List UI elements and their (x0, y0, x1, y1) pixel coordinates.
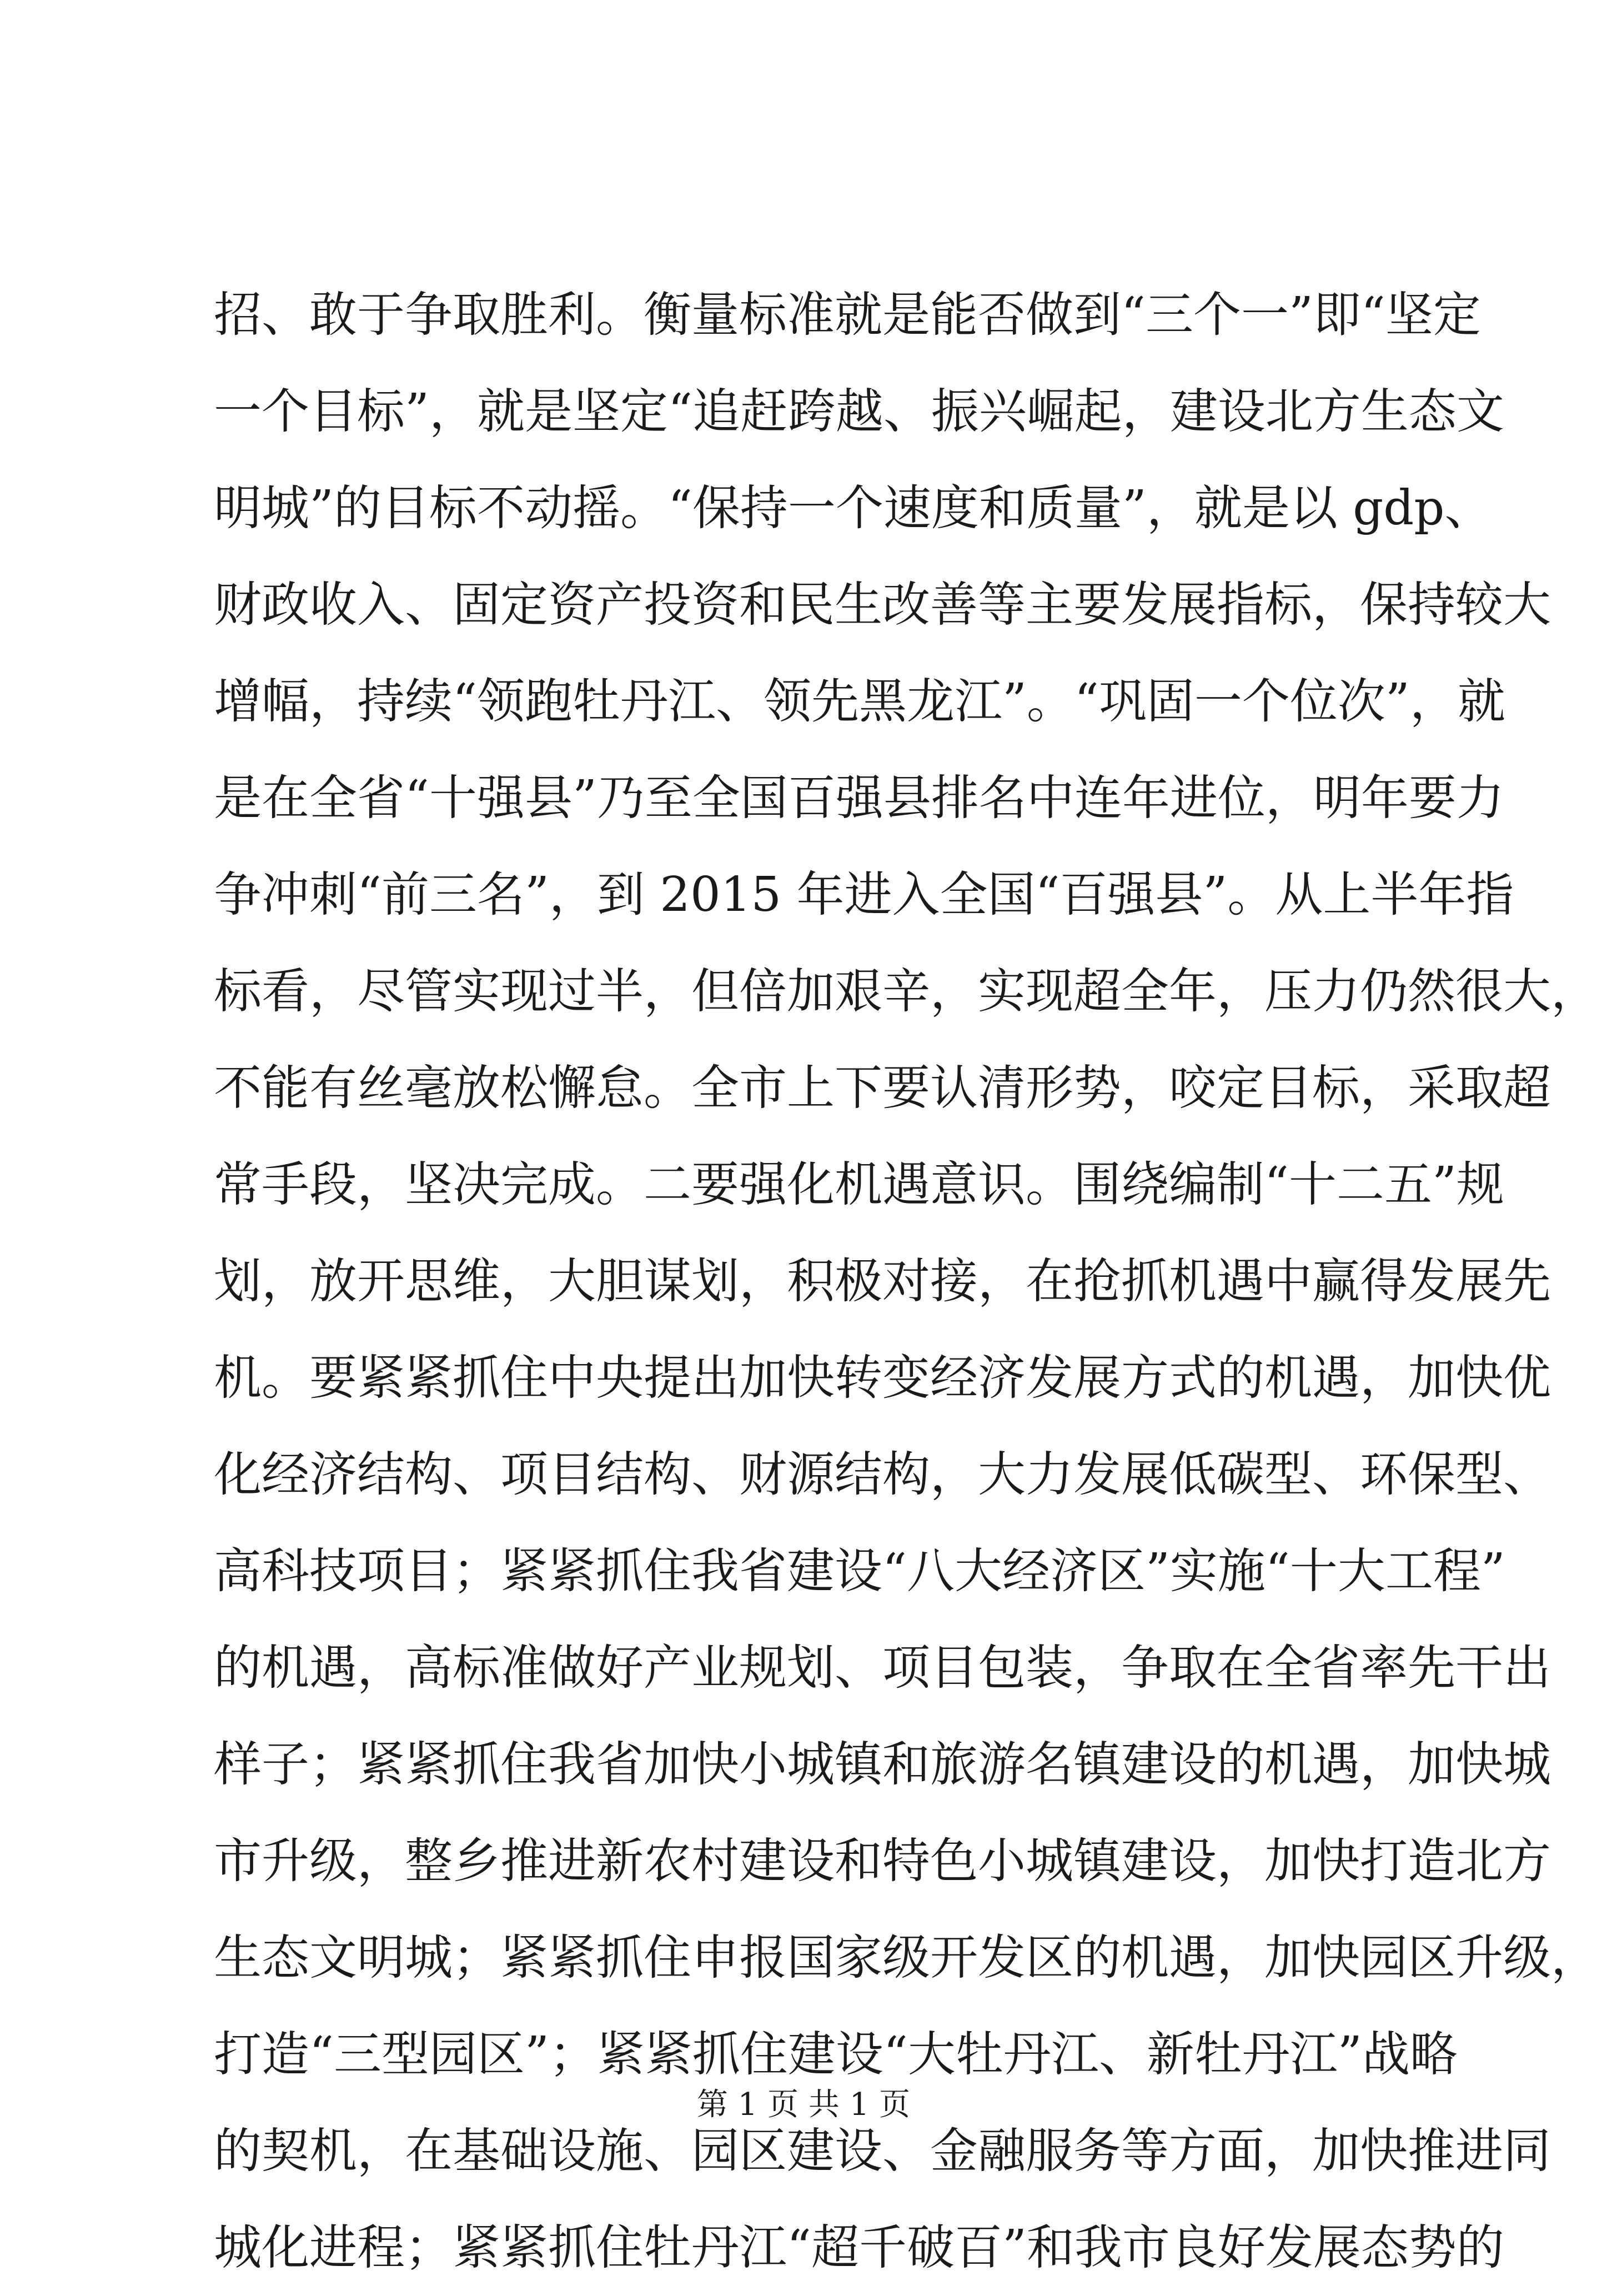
text-line: 标看，尽管实现过半，但倍加艰辛，实现超全年，压力仍然很大， (214, 964, 1599, 1019)
text-line: 机。要紧紧抓住中央提出加快转变经济发展方式的机遇，加快优 (214, 1350, 1551, 1406)
text-line: 生态文明城；紧紧抓住申报国家级开发区的机遇，加快园区升级， (214, 1930, 1599, 1986)
text-line: 的契机，在基础设施、园区建设、金融服务等方面，加快推进同 (214, 2123, 1551, 2179)
text-line: 一个目标”，就是坚定“追赶跨越、振兴崛起，建设北方生态文 (214, 384, 1504, 439)
text-line: 争冲刺“前三名”，到 2015 年进入全国“百强县”。从上半年指 (214, 867, 1514, 923)
text-line: 招、敢于争取胜利。衡量标准就是能否做到“三个一”即“坚定 (214, 287, 1481, 343)
text-line: 明城”的目标不动摇。“保持一个速度和质量”，就是以 gdp、 (214, 480, 1493, 536)
text-line: 的机遇，高标准做好产业规划、项目包装，争取在全省率先干出 (214, 1640, 1551, 1696)
text-line: 不能有丝毫放松懈怠。全市上下要认清形势，咬定目标，采取超 (214, 1060, 1551, 1116)
text-line: 划，放开思维，大胆谋划，积极对接，在抢抓机遇中赢得发展先 (214, 1254, 1551, 1309)
text-line: 是在全省“十强县”乃至全国百强县排名中连年进位，明年要力 (214, 770, 1504, 826)
body-text (214, 267, 1599, 2296)
text-line: 常手段，坚决完成。二要强化机遇意识。围绕编制“十二五”规 (214, 1157, 1504, 1212)
text-line: 化经济结构、项目结构、财源结构，大力发展低碳型、环保型、 (214, 1447, 1551, 1502)
text-line: 样子；紧紧抓住我省加快小城镇和旅游名镇建设的机遇，加快城 (214, 1737, 1551, 1792)
text-line: 打造“三型园区”；紧紧抓住建设“大牡丹江、新牡丹江”战略 (214, 2027, 1458, 2082)
text-line: 高科技项目；紧紧抓住我省建设“八大经济区”实施“十大工程” (214, 1543, 1505, 1599)
text-line: 城化进程；紧紧抓住牡丹江“超千破百”和我市良好发展态势的 (214, 2220, 1504, 2275)
page-number-label: 第 1 页 共 1 页 (696, 2087, 911, 2123)
text-line: 增幅，持续“领跑牡丹江、领先黑龙江”。“巩固一个位次”，就 (214, 674, 1505, 729)
text-line: 市升级，整乡推进新农村建设和特色小城镇建设，加快打造北方 (214, 1833, 1551, 1889)
page-footer (0, 2086, 1607, 2124)
text-line: 财政收入、固定资产投资和民生改善等主要发展指标，保持较大 (214, 577, 1551, 633)
